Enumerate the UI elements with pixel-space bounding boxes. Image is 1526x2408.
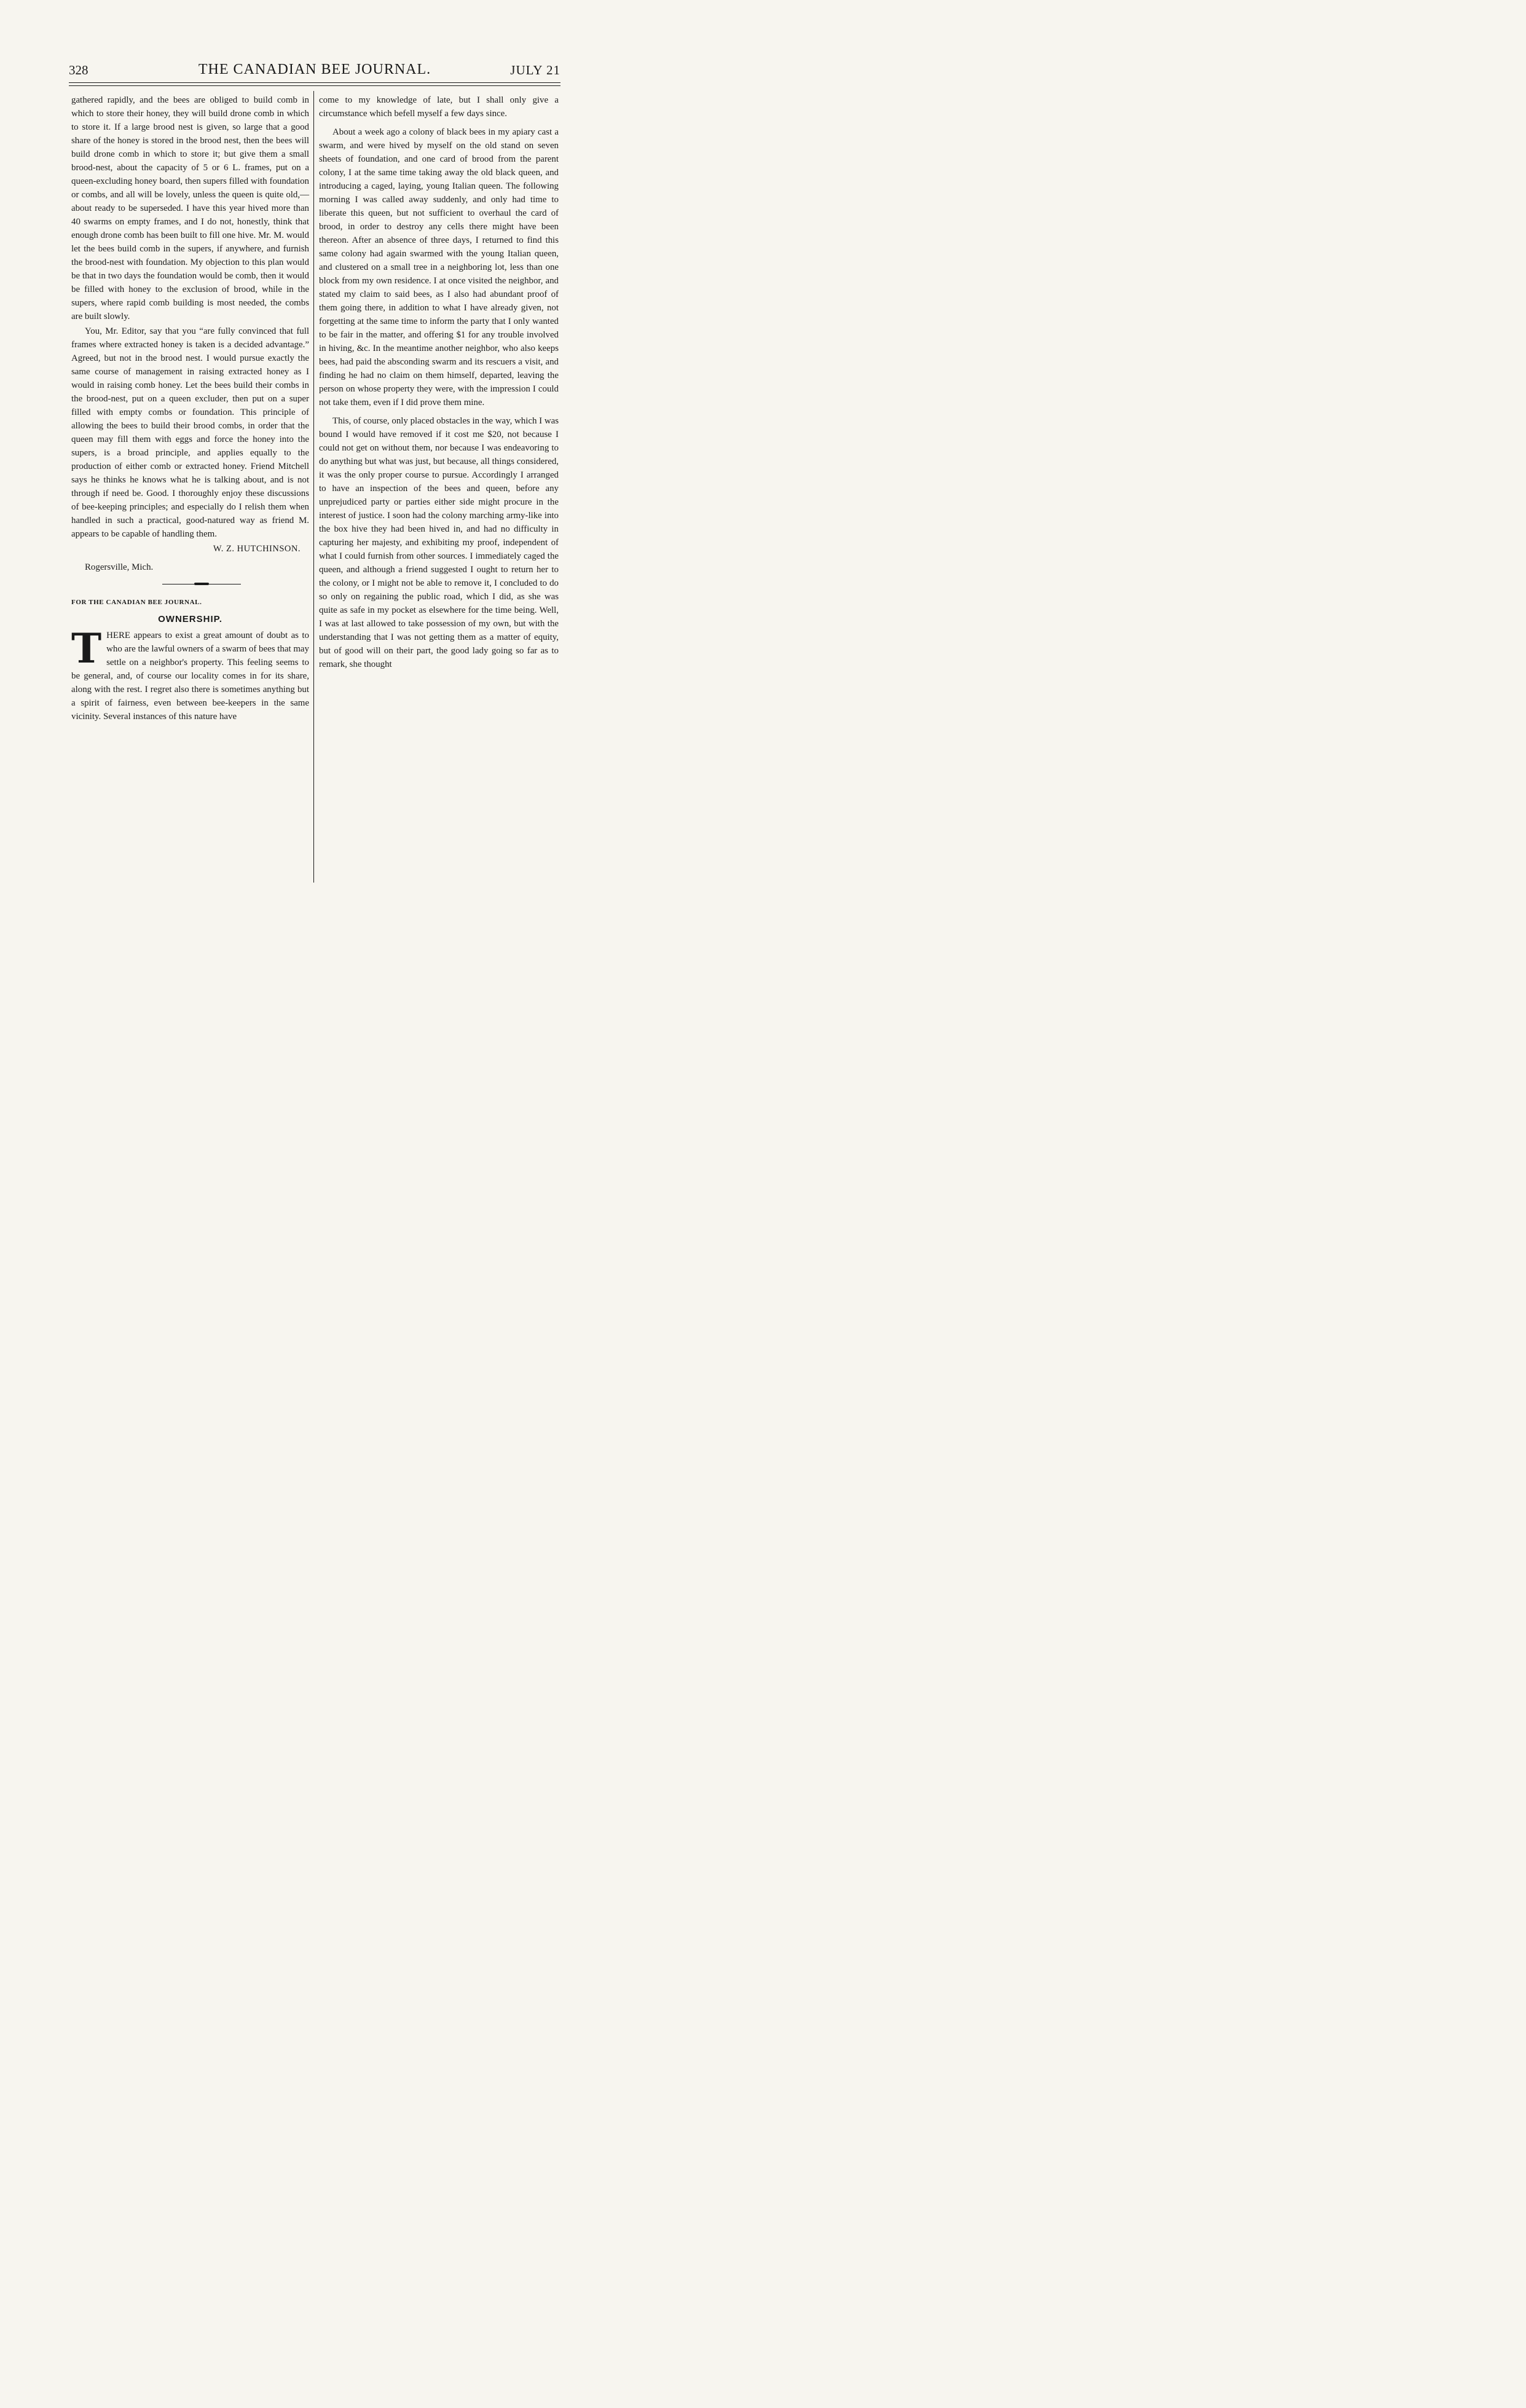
author-signature: W. Z. HUTCHINSON. [213,544,301,554]
right-paragraph: come to my knowledge of late, but I shall only give a circumstance which befell myself a few days since. [319,95,559,119]
left-paragraph: You, Mr. Editor, say that you “are fully convinced that full frames where extracted honey is taken is a decided advantage.” Agreed, but not in the brood nest. I would pursue exactly the same course of management in raising extracted honey as I would in raising comb honey. Let the bees build their combs in the brood-nest, put on a queen excluder, then put on a super filled with empty combs or foundation. This principle of allowing the bees to build their brood combs, in order that the queen may fill them with eggs and force the honey into the supers, is a broad principle, and applies equally to the production of either comb or extracted honey. Friend Mitchell says he thinks he knows what he is talking about, and is not through if need be. Good. I thoroughly enjoy these discussions of bee-keeping principles; and especially do I relish them when handled in such a practical, good-natured way as friend M. appears to be capable of handling them. [71,326,309,539]
author-location: Rogersville, Mich. [85,562,154,572]
right-paragraph: About a week ago a colony of black bees in my apiary cast a swarm, and were hived by myself on the old stand on seven sheets of foundation, and one card of brood from the parent colony, I at the same time taking away the old black queen, and introducing a caged, laying, young Italian queen. The following morning I was called away suddenly, and only had time to liberate this queen, but not sufficient to overhaul the card of brood, in order to destroy any cells there might have been thereon. After an absence of three days, I returned to find this same colony had again swarmed with the young Italian queen, and clustered on a small tree in a neighboring lot, less than one block from my own residence. I at once visited the neighbor, and stated my claim to said bees, as I also had abundant proof of them going there, in addition to what I have already given, not forgetting at the same time to inform the party that I only wanted to be fair in the matter, and offering $1 for any trouble involved in hiving, &c. In the meantime another neighbor, who also keeps bees, had paid the absconding swarm and its rescuers a visit, and finding he had no claim on them himself, departed, leaving the person on whose property they were, with the impression I could not take them, even if I did prove them mine. [319,127,559,407]
article-text: HERE appears to exist a great amount of doubt as to who are the lawful owners of a swarm of bees that may settle on a neighbor's property. This feeling seems to be general, and, of course our locality comes in for its share, along with the rest. I regret also there is sometimes anything but a spirit of fairness, even between bee-keepers in the same vicinity. Several instances of this nature have [71,631,309,722]
header-rule-thick [69,82,560,83]
header-rule-thin [69,85,560,86]
drop-cap: T [71,624,102,672]
article-heading: OWNERSHIP. [158,614,222,624]
journal-page [0,0,615,970]
journal-title: THE CANADIAN BEE JOURNAL. [198,61,431,77]
right-paragraph: This, of course, only placed obstacles in the way, which I was bound I would have removed if it cost me $20, not because I could not get on without them, nor because I was endeavoring to do anything but what was just, but because, all things considered, it was the only proper course to pursue. Accordingly I arranged to have an inspection of the bees and queen, before any unprejudiced party or parties either side might procure in the interest of justice. I soon had the colony marching army-like into the box hive they had been hived in, and had no difficulty in capturing her majesty, and exhibiting my proof, independent of what I could furnish from other sources. I immediately caged the queen, and although a friend suggested I ought to return her to the colony, or I might not be able to remove it, I concluded to do so only on regaining the public road, which I did, as she was quite as safe in my pocket as elsewhere for the time being. Well, I was at last allowed to take possession of my own, but with the understanding that I was not getting them as a matter of equity, but of good will on their part, the good lady going so far as to remark, she thought [319,416,559,669]
right-column [319,93,559,671]
page-header [69,61,560,81]
left-paragraph: gathered rapidly, and the bees are obliged to build comb in which to store their honey, they will build drone comb in which to store it. If a large brood nest is given, so large that a good share of the honey is stored in the brood nest, then the bees will build drone comb in which to store it; but give them a small brood-nest, about the capacity of 5 or 6 L. frames, put on a queen-excluding honey board, then supers filled with foundation or combs, and all will be lovely, unless the queen is quite old,—about ready to be superseded. I have this year hived more than 40 swarms on empty frames, and I do not, honestly, think that enough drone comb has been built to fill one hive. Mr. M. would let the bees build comb in the supers, if anywhere, and furnish the brood-nest with foundation. My objection to this plan would be that in two days the foundation would be comb, then it would be filled with honey to the exclusion of brood, while in the supers, where rapid comb building is most needed, the combs are built slowly. [71,95,309,321]
for-journal-line: FOR THE CANADIAN BEE JOURNAL. [71,599,202,606]
issue-date: JULY 21 [510,63,560,77]
section-separator [162,584,241,587]
page-number: 328 [69,63,88,77]
column-divider [313,91,314,883]
article-first-paragraph [71,624,309,723]
left-column [71,93,309,723]
